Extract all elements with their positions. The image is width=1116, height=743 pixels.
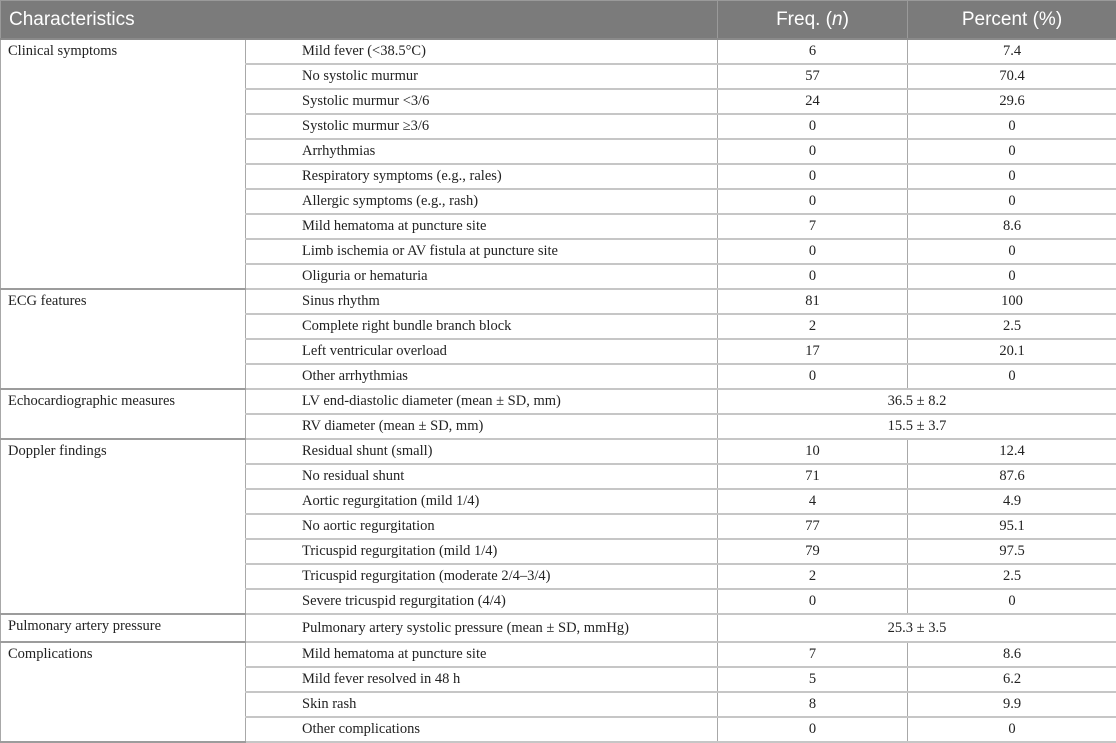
- category-cell: Pulmonary artery pressure: [1, 614, 246, 642]
- item-cell: Other arrhythmias: [246, 364, 718, 389]
- percent-cell: 0: [908, 364, 1116, 389]
- item-cell: Oliguria or hematuria: [246, 264, 718, 289]
- percent-cell: 20.1: [908, 339, 1116, 364]
- item-cell: Residual shunt (small): [246, 439, 718, 464]
- percent-cell: 87.6: [908, 464, 1116, 489]
- item-cell: No residual shunt: [246, 464, 718, 489]
- percent-cell: 0: [908, 139, 1116, 164]
- freq-cell: 0: [718, 264, 908, 289]
- category-cell: ECG features: [1, 289, 246, 389]
- mean-sd-cell: 25.3 ± 3.5: [718, 614, 1116, 642]
- freq-cell: 5: [718, 667, 908, 692]
- percent-cell: 100: [908, 289, 1116, 314]
- item-cell: Mild fever (<38.5°C): [246, 39, 718, 64]
- percent-cell: 8.6: [908, 642, 1116, 667]
- freq-cell: 71: [718, 464, 908, 489]
- percent-cell: 0: [908, 589, 1116, 614]
- freq-cell: 7: [718, 214, 908, 239]
- table-row: [1, 389, 1116, 414]
- table-header: [1, 1, 1116, 40]
- percent-cell: 70.4: [908, 64, 1116, 89]
- freq-cell: 57: [718, 64, 908, 89]
- freq-cell: 7: [718, 642, 908, 667]
- freq-cell: 2: [718, 564, 908, 589]
- header-characteristics: Characteristics: [1, 1, 718, 40]
- percent-cell: 95.1: [908, 514, 1116, 539]
- item-cell: No systolic murmur: [246, 64, 718, 89]
- item-cell: Mild hematoma at puncture site: [246, 214, 718, 239]
- percent-cell: 0: [908, 717, 1116, 742]
- item-cell: Systolic murmur ≥3/6: [246, 114, 718, 139]
- freq-cell: 79: [718, 539, 908, 564]
- header-freq-suffix: ): [843, 9, 849, 30]
- percent-cell: 0: [908, 239, 1116, 264]
- header-freq-n: n: [832, 9, 843, 30]
- item-cell: No aortic regurgitation: [246, 514, 718, 539]
- percent-cell: 4.9: [908, 489, 1116, 514]
- item-cell: Pulmonary artery systolic pressure (mean ± SD, mmHg): [246, 614, 718, 642]
- item-cell: Skin rash: [246, 692, 718, 717]
- percent-cell: 0: [908, 264, 1116, 289]
- freq-cell: 0: [718, 139, 908, 164]
- table-row: [1, 39, 1116, 64]
- table-body: [1, 39, 1116, 742]
- percent-cell: 0: [908, 114, 1116, 139]
- percent-cell: 12.4: [908, 439, 1116, 464]
- freq-cell: 24: [718, 89, 908, 114]
- item-cell: Severe tricuspid regurgitation (4/4): [246, 589, 718, 614]
- percent-cell: 0: [908, 164, 1116, 189]
- freq-cell: 10: [718, 439, 908, 464]
- freq-cell: 77: [718, 514, 908, 539]
- mean-sd-cell: 15.5 ± 3.7: [718, 414, 1116, 439]
- freq-cell: 0: [718, 239, 908, 264]
- freq-cell: 2: [718, 314, 908, 339]
- freq-cell: 0: [718, 717, 908, 742]
- header-freq: [718, 1, 908, 40]
- table-row: [1, 614, 1116, 642]
- item-cell: Tricuspid regurgitation (mild 1/4): [246, 539, 718, 564]
- percent-cell: 8.6: [908, 214, 1116, 239]
- freq-cell: 0: [718, 589, 908, 614]
- header-percent: Percent (%): [908, 1, 1116, 40]
- header-row: [1, 1, 1116, 40]
- percent-cell: 2.5: [908, 564, 1116, 589]
- item-cell: Respiratory symptoms (e.g., rales): [246, 164, 718, 189]
- item-cell: Arrhythmias: [246, 139, 718, 164]
- percent-cell: 2.5: [908, 314, 1116, 339]
- freq-cell: 17: [718, 339, 908, 364]
- item-cell: Mild hematoma at puncture site: [246, 642, 718, 667]
- item-cell: Limb ischemia or AV fistula at puncture site: [246, 239, 718, 264]
- percent-cell: 9.9: [908, 692, 1116, 717]
- percent-cell: 6.2: [908, 667, 1116, 692]
- item-cell: Aortic regurgitation (mild 1/4): [246, 489, 718, 514]
- category-cell: Doppler findings: [1, 439, 246, 614]
- item-cell: RV diameter (mean ± SD, mm): [246, 414, 718, 439]
- freq-cell: 4: [718, 489, 908, 514]
- percent-cell: 97.5: [908, 539, 1116, 564]
- freq-cell: 0: [718, 189, 908, 214]
- item-cell: Mild fever resolved in 48 h: [246, 667, 718, 692]
- item-cell: Allergic symptoms (e.g., rash): [246, 189, 718, 214]
- freq-cell: 8: [718, 692, 908, 717]
- percent-cell: 29.6: [908, 89, 1116, 114]
- category-cell: Echocardiographic measures: [1, 389, 246, 439]
- table-row: [1, 642, 1116, 667]
- category-cell: Clinical symptoms: [1, 39, 246, 289]
- freq-cell: 0: [718, 164, 908, 189]
- percent-cell: 7.4: [908, 39, 1116, 64]
- item-cell: Tricuspid regurgitation (moderate 2/4–3/4): [246, 564, 718, 589]
- freq-cell: 81: [718, 289, 908, 314]
- item-cell: Complete right bundle branch block: [246, 314, 718, 339]
- category-cell: Complications: [1, 642, 246, 742]
- mean-sd-cell: 36.5 ± 8.2: [718, 389, 1116, 414]
- header-freq-prefix: Freq. (: [776, 9, 832, 30]
- freq-cell: 6: [718, 39, 908, 64]
- item-cell: LV end-diastolic diameter (mean ± SD, mm): [246, 389, 718, 414]
- item-cell: Other complications: [246, 717, 718, 742]
- percent-cell: 0: [908, 189, 1116, 214]
- table-row: [1, 439, 1116, 464]
- item-cell: Sinus rhythm: [246, 289, 718, 314]
- item-cell: Left ventricular overload: [246, 339, 718, 364]
- freq-cell: 0: [718, 114, 908, 139]
- table-row: [1, 289, 1116, 314]
- freq-cell: 0: [718, 364, 908, 389]
- item-cell: Systolic murmur <3/6: [246, 89, 718, 114]
